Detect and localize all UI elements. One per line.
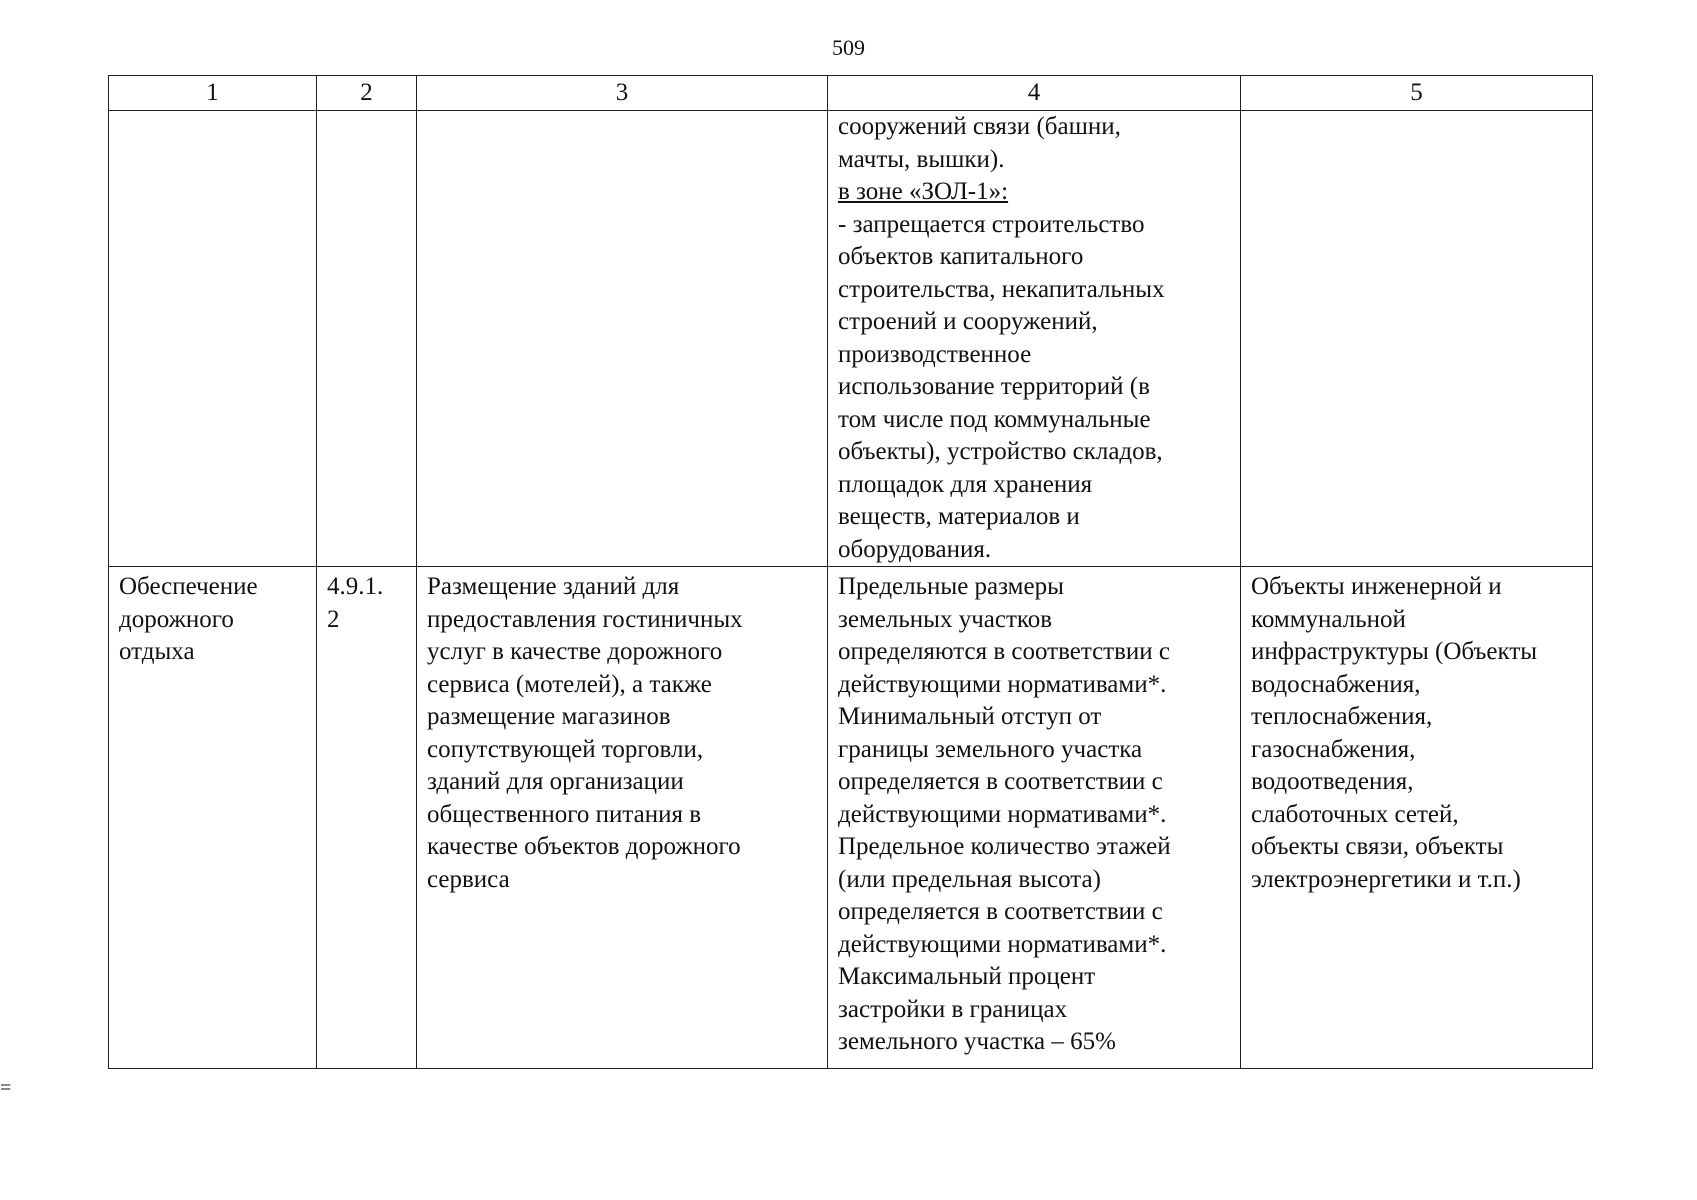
text-line: определяется в соответствии с xyxy=(838,768,1163,795)
text-line: застройки в границах xyxy=(838,995,1068,1023)
text-line: 2 xyxy=(327,605,340,633)
header-col-2: 2 xyxy=(317,76,417,111)
text-line: инфраструктуры (Объекты xyxy=(1251,638,1538,665)
text-line: Обеспечение xyxy=(119,573,258,600)
text-line: объекты), устройство складов, xyxy=(838,438,1163,465)
text-line: определяется в соответствии с xyxy=(838,898,1163,925)
header-col-5: 5 xyxy=(1241,76,1593,111)
text-line: определяются в соответствии с xyxy=(838,638,1171,665)
text-line: оборудования. xyxy=(838,535,992,563)
text-line: водоснабжения, xyxy=(1251,670,1421,698)
cell-description xyxy=(417,567,828,1069)
cell-r1-c1 xyxy=(109,111,317,567)
text-line: действующими нормативами*. xyxy=(838,800,1167,828)
text-line: земельного участка – 65% xyxy=(838,1028,1116,1055)
text-line: коммунальной xyxy=(1251,605,1406,633)
header-col-1: 1 xyxy=(109,76,317,111)
text-line: зданий для организации xyxy=(427,768,684,795)
text-line: 4.9.1. xyxy=(327,573,384,600)
text-line: строительства, некапитальных xyxy=(838,275,1165,303)
text-line: отдыха xyxy=(119,638,195,665)
text-line: действующими нормативами*. xyxy=(838,670,1167,698)
text-line: земельных участков xyxy=(838,605,1053,633)
text-line: строений и сооружений, xyxy=(838,308,1098,335)
header-col-3: 3 xyxy=(417,76,828,111)
cell-r1-c2 xyxy=(317,111,417,567)
text-line: площадок для хранения xyxy=(838,470,1093,498)
text-line: веществ, материалов и xyxy=(838,503,1080,530)
text-line: том числе под коммунальные xyxy=(838,405,1151,433)
text-line: сервиса xyxy=(427,865,510,893)
page-number: 509 xyxy=(832,35,865,60)
cell-code xyxy=(317,567,417,1069)
cell-parameters xyxy=(828,567,1241,1069)
text-line: (или предельная высота) xyxy=(838,865,1101,893)
cell-auxiliary-uses xyxy=(1241,567,1593,1069)
text-line: Размещение зданий для xyxy=(427,573,680,600)
text-line: Максимальный процент xyxy=(838,963,1096,990)
text-line: - запрещается строительство xyxy=(838,210,1145,238)
text-line: теплоснабжения, xyxy=(1251,703,1433,730)
text-line: сервиса (мотелей), а также xyxy=(427,670,712,698)
text-line: предоставления гостиничных xyxy=(427,605,743,633)
text-line: водоотведения, xyxy=(1251,768,1414,795)
text-line: дорожного xyxy=(119,605,234,633)
text-line: сопутствующей торговли, xyxy=(427,735,704,763)
regulations-table xyxy=(108,75,1593,1069)
zone-heading: в зоне «ЗОЛ-1»: xyxy=(838,178,1009,205)
text-line: объекты связи, объекты xyxy=(1251,833,1504,860)
text-line: действующими нормативами*. xyxy=(838,930,1167,958)
text-line: газоснабжения, xyxy=(1251,735,1416,763)
text-line: Минимальный отступ от xyxy=(838,703,1102,730)
text-line: Предельное количество этажей xyxy=(838,833,1171,860)
text-line: качестве объектов дорожного xyxy=(427,833,741,860)
text-line: услуг в качестве дорожного xyxy=(427,638,723,665)
cell-r1-c4 xyxy=(828,111,1241,567)
header-col-4: 4 xyxy=(828,76,1241,111)
table-row-continued xyxy=(109,111,1593,567)
text-line: размещение магазинов xyxy=(427,703,671,730)
text-line: Объекты инженерной и xyxy=(1251,573,1502,600)
margin-mark: = xyxy=(0,1077,12,1099)
text-line: электроэнергетики и т.п.) xyxy=(1251,865,1521,893)
text-line: границы земельного участка xyxy=(838,735,1143,763)
text-line: сооружений связи (башни, xyxy=(838,113,1121,140)
cell-r1-c5 xyxy=(1241,111,1593,567)
cell-r1-c3 xyxy=(417,111,828,567)
text-line: мачты, вышки). xyxy=(838,145,1005,173)
text-line: слаботочных сетей, xyxy=(1251,800,1459,828)
text-line: объектов капитального xyxy=(838,243,1084,270)
text-line: Предельные размеры xyxy=(838,573,1064,600)
text-line: производственное xyxy=(838,340,1032,368)
cell-use-name xyxy=(109,567,317,1069)
text-line: общественного питания в xyxy=(427,800,701,828)
table-row-road-rest xyxy=(109,567,1593,1069)
text-line: использование территорий (в xyxy=(838,373,1150,400)
table-header-row xyxy=(109,76,1593,111)
